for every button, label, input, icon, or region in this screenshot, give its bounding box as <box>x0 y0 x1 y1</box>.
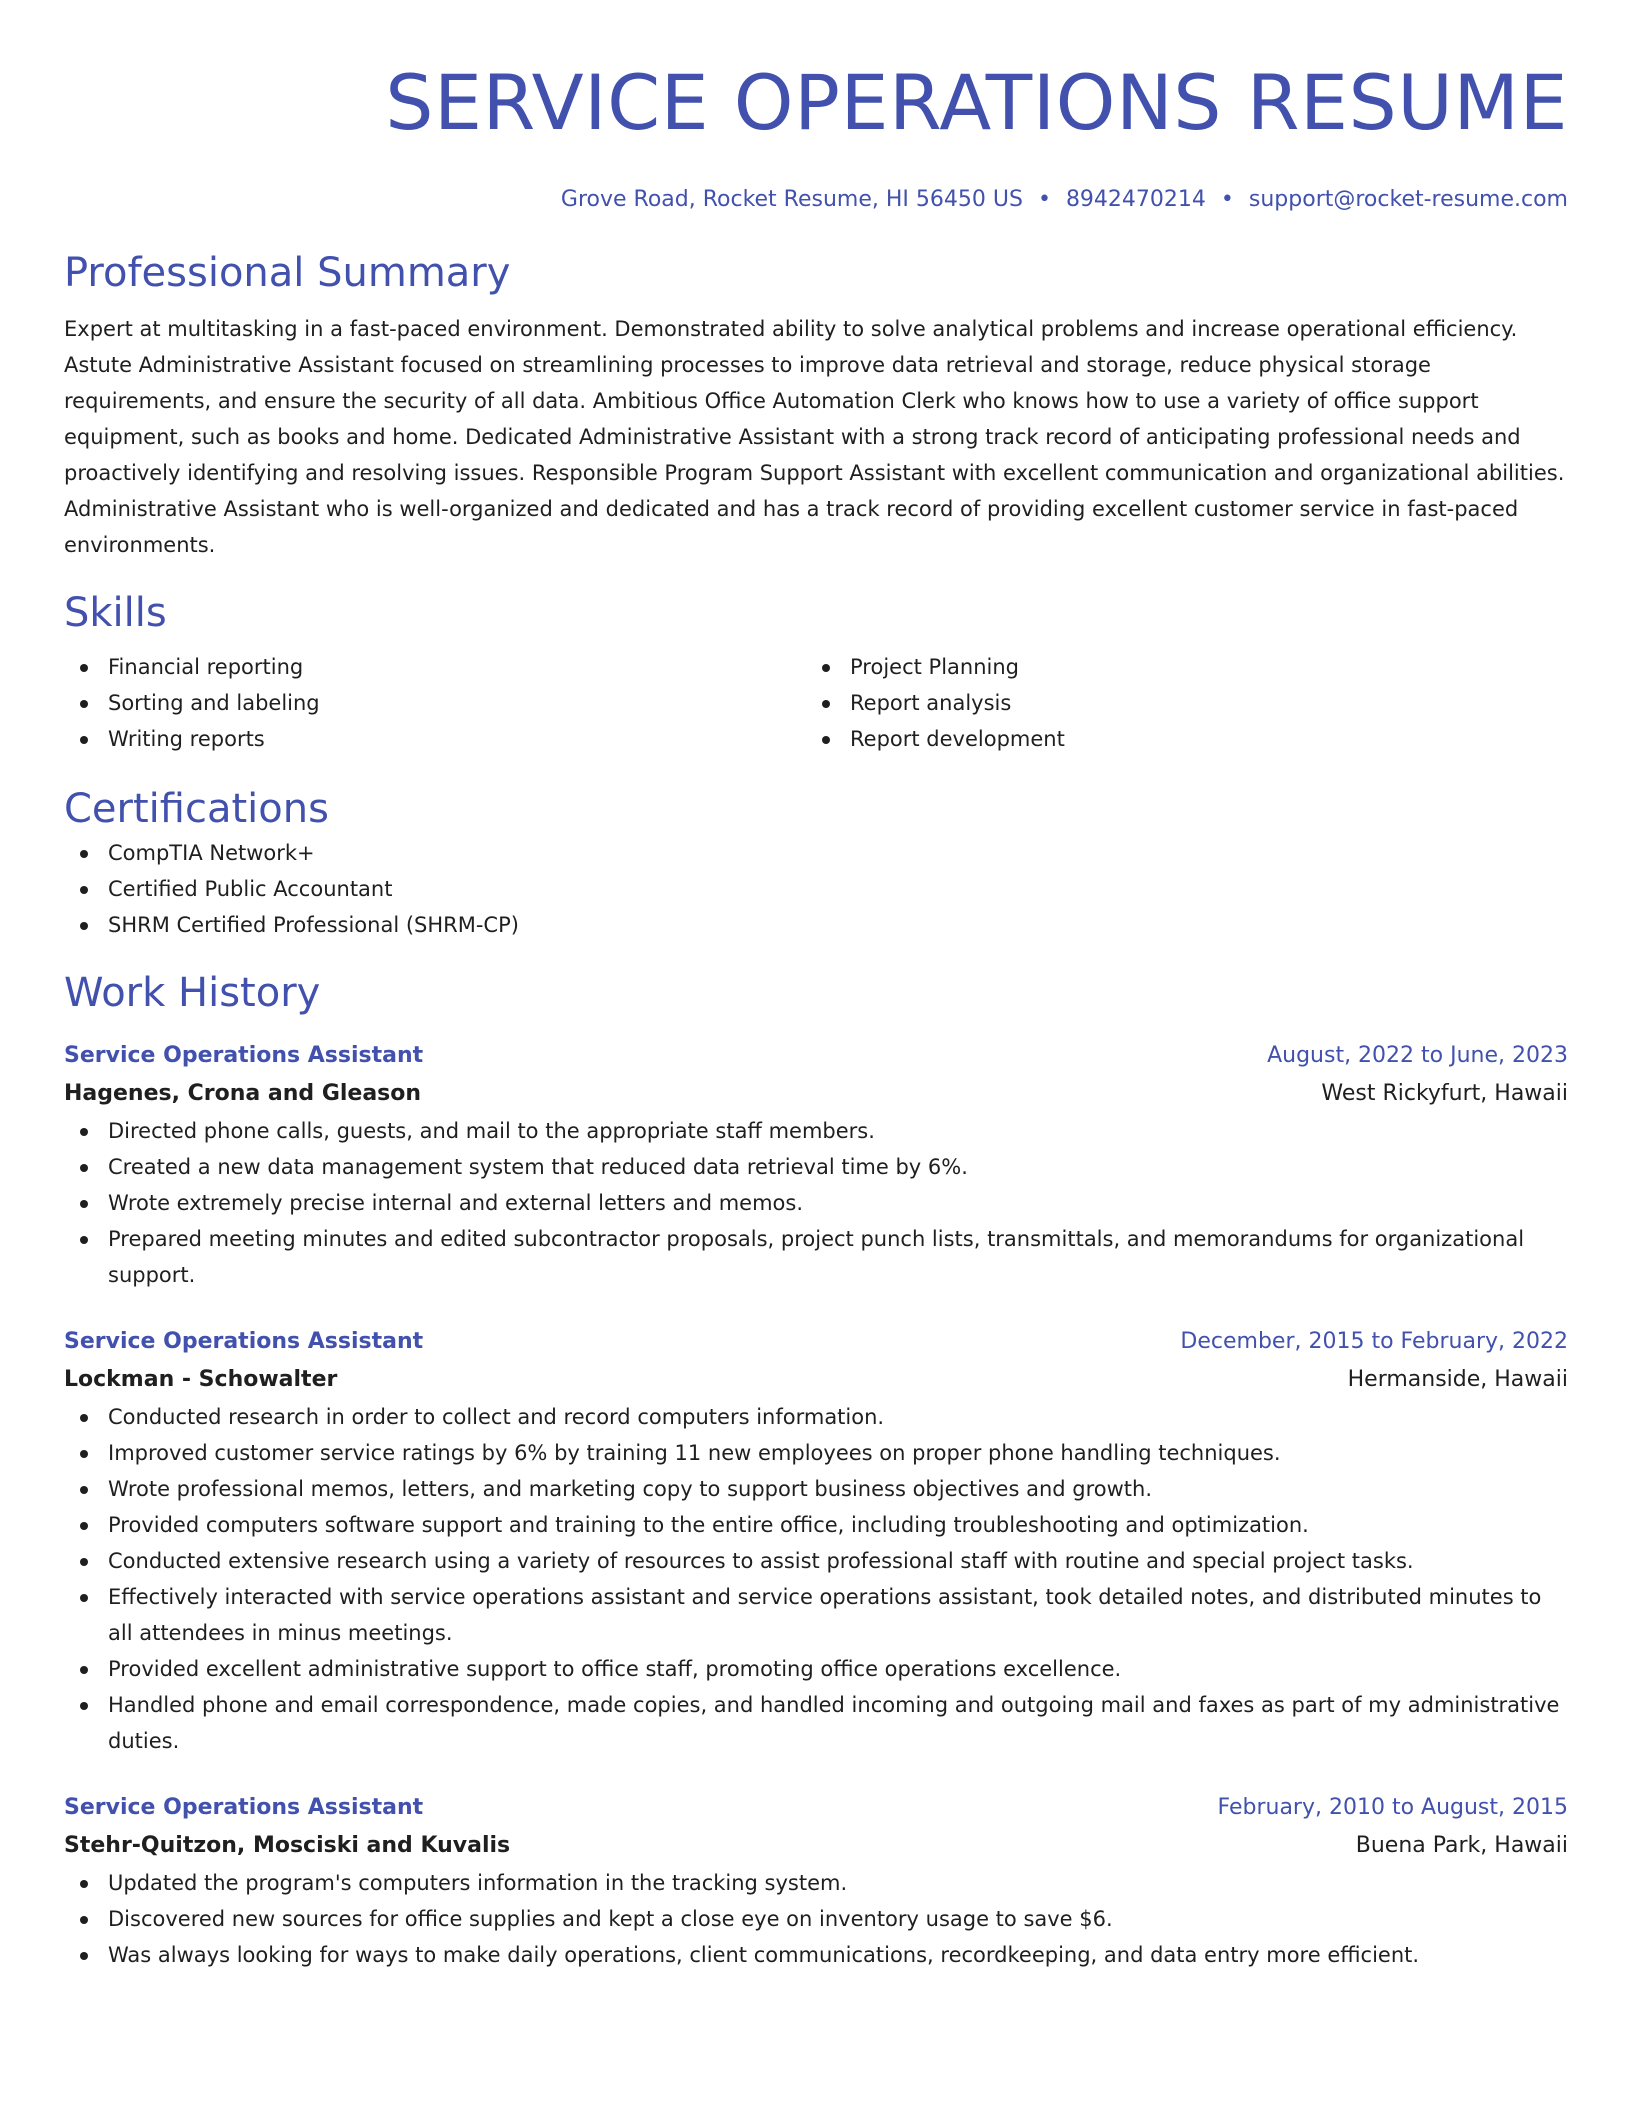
job-duties-list <box>64 1399 1568 1759</box>
certification-item: CompTIA Network+ <box>64 835 1568 871</box>
skill-item: Financial reporting <box>64 649 806 685</box>
job-location: Buena Park, Hawaii <box>1355 1833 1568 1858</box>
job-duty: Updated the program's computers information in the tracking system. <box>64 1865 1568 1901</box>
skills-list-right <box>806 649 1548 757</box>
skill-item: Sorting and labeling <box>64 685 806 721</box>
job-duty: Created a new data management system that reduced data retrieval time by 6%. <box>64 1149 1568 1185</box>
job-company: Hagenes, Crona and Gleason <box>64 1081 422 1106</box>
skill-item: Report analysis <box>806 685 1548 721</box>
skills-heading: Skills <box>64 590 167 636</box>
contact-separator: • <box>1037 187 1051 212</box>
contact-separator: • <box>1220 187 1234 212</box>
job-title: Service Operations Assistant <box>64 1043 424 1068</box>
job-duty: Effectively interacted with service operations assistant and service operations assistant, took detailed notes, and distributed minutes to all attendees in minus meetings. <box>64 1579 1568 1651</box>
skills-list-left <box>64 649 806 757</box>
job-location: Hermanside, Hawaii <box>1347 1367 1568 1392</box>
job-entry <box>64 1789 1568 1973</box>
job-header-row <box>64 1789 1568 1827</box>
job-duties-list <box>64 1113 1568 1293</box>
job-duty: Provided computers software support and training to the entire office, including troubleshooting and optimization. <box>64 1507 1568 1543</box>
job-company: Lockman - Schowalter <box>64 1367 338 1392</box>
job-entry <box>64 1323 1568 1759</box>
certifications-list <box>64 835 1568 943</box>
skills-grid <box>64 649 1568 757</box>
job-duty: Conducted extensive research using a variety of resources to assist professional staff with routine and special project tasks. <box>64 1543 1568 1579</box>
job-duty: Provided excellent administrative support to office staff, promoting office operations excellence. <box>64 1651 1568 1687</box>
job-duty: Prepared meeting minutes and edited subcontractor proposals, project punch lists, transmittals, and memorandums for organizational support. <box>64 1221 1568 1293</box>
certification-item: Certified Public Accountant <box>64 871 1568 907</box>
contact-phone[interactable]: 8942470214 <box>1065 187 1206 212</box>
job-dates: August, 2022 to June, 2023 <box>1267 1043 1568 1068</box>
job-dates: December, 2015 to February, 2022 <box>1180 1329 1568 1354</box>
job-duty: Handled phone and email correspondence, made copies, and handled incoming and outgoing mail and faxes as part of my administrative duties. <box>64 1687 1568 1759</box>
job-company-row <box>64 1075 1568 1113</box>
job-duty: Discovered new sources for office supplies and kept a close eye on inventory usage to save $6. <box>64 1901 1568 1937</box>
job-duty: Directed phone calls, guests, and mail to the appropriate staff members. <box>64 1113 1568 1149</box>
contact-line <box>64 185 1568 215</box>
job-duty: Conducted research in order to collect and record computers information. <box>64 1399 1568 1435</box>
job-header-row <box>64 1037 1568 1075</box>
resume-page <box>64 0 1568 2112</box>
job-entry <box>64 1037 1568 1293</box>
job-title: Service Operations Assistant <box>64 1329 424 1354</box>
job-duty: Wrote professional memos, letters, and marketing copy to support business objectives and growth. <box>64 1471 1568 1507</box>
certification-item: SHRM Certified Professional (SHRM-CP) <box>64 907 1568 943</box>
skill-item: Report development <box>806 721 1548 757</box>
job-company-row <box>64 1827 1568 1865</box>
skill-item: Project Planning <box>806 649 1548 685</box>
job-company: Stehr-Quitzon, Mosciski and Kuvalis <box>64 1833 511 1858</box>
job-header-row <box>64 1323 1568 1361</box>
job-duty: Wrote extremely precise internal and external letters and memos. <box>64 1185 1568 1221</box>
job-duty: Was always looking for ways to make daily operations, client communications, recordkeeping, and data entry more efficient. <box>64 1937 1568 1973</box>
job-company-row <box>64 1361 1568 1399</box>
work-history-heading: Work History <box>64 970 321 1016</box>
resume-title: SERVICE OPERATIONS RESUME <box>385 58 1568 147</box>
contact-address: Grove Road, Rocket Resume, HI 56450 US <box>560 187 1023 212</box>
job-duty: Improved customer service ratings by 6% by training 11 new employees on proper phone handling techniques. <box>64 1435 1568 1471</box>
skill-item: Writing reports <box>64 721 806 757</box>
summary-heading: Professional Summary <box>64 250 511 296</box>
contact-email[interactable]: support@rocket-resume.com <box>1248 187 1568 212</box>
job-title: Service Operations Assistant <box>64 1795 424 1820</box>
summary-text: Expert at multitasking in a fast-paced environment. Demonstrated ability to solve analytical problems and increase operational efficiency. Astute Administrative Assistant focused on streamlining processes to improve data retrieval and storage, reduce physical storage requirements, and ensure the security of all data. Ambitious Office Automation Clerk who knows how to use a variety of office support equipment, such as books and home. Dedicated Administrative Assistant with a strong track record of anticipating professional needs and proactively identifying and resolving issues. Responsible Program Support Assistant with excellent communication and organizational abilities. Administrative Assistant who is well-organized and dedicated and has a track record of providing excellent customer service in fast-paced environments. <box>64 317 1565 557</box>
certifications-heading: Certifications <box>64 786 329 832</box>
job-dates: February, 2010 to August, 2015 <box>1217 1795 1568 1820</box>
job-location: West Rickyfurt, Hawaii <box>1321 1081 1568 1106</box>
job-duties-list <box>64 1865 1568 1973</box>
